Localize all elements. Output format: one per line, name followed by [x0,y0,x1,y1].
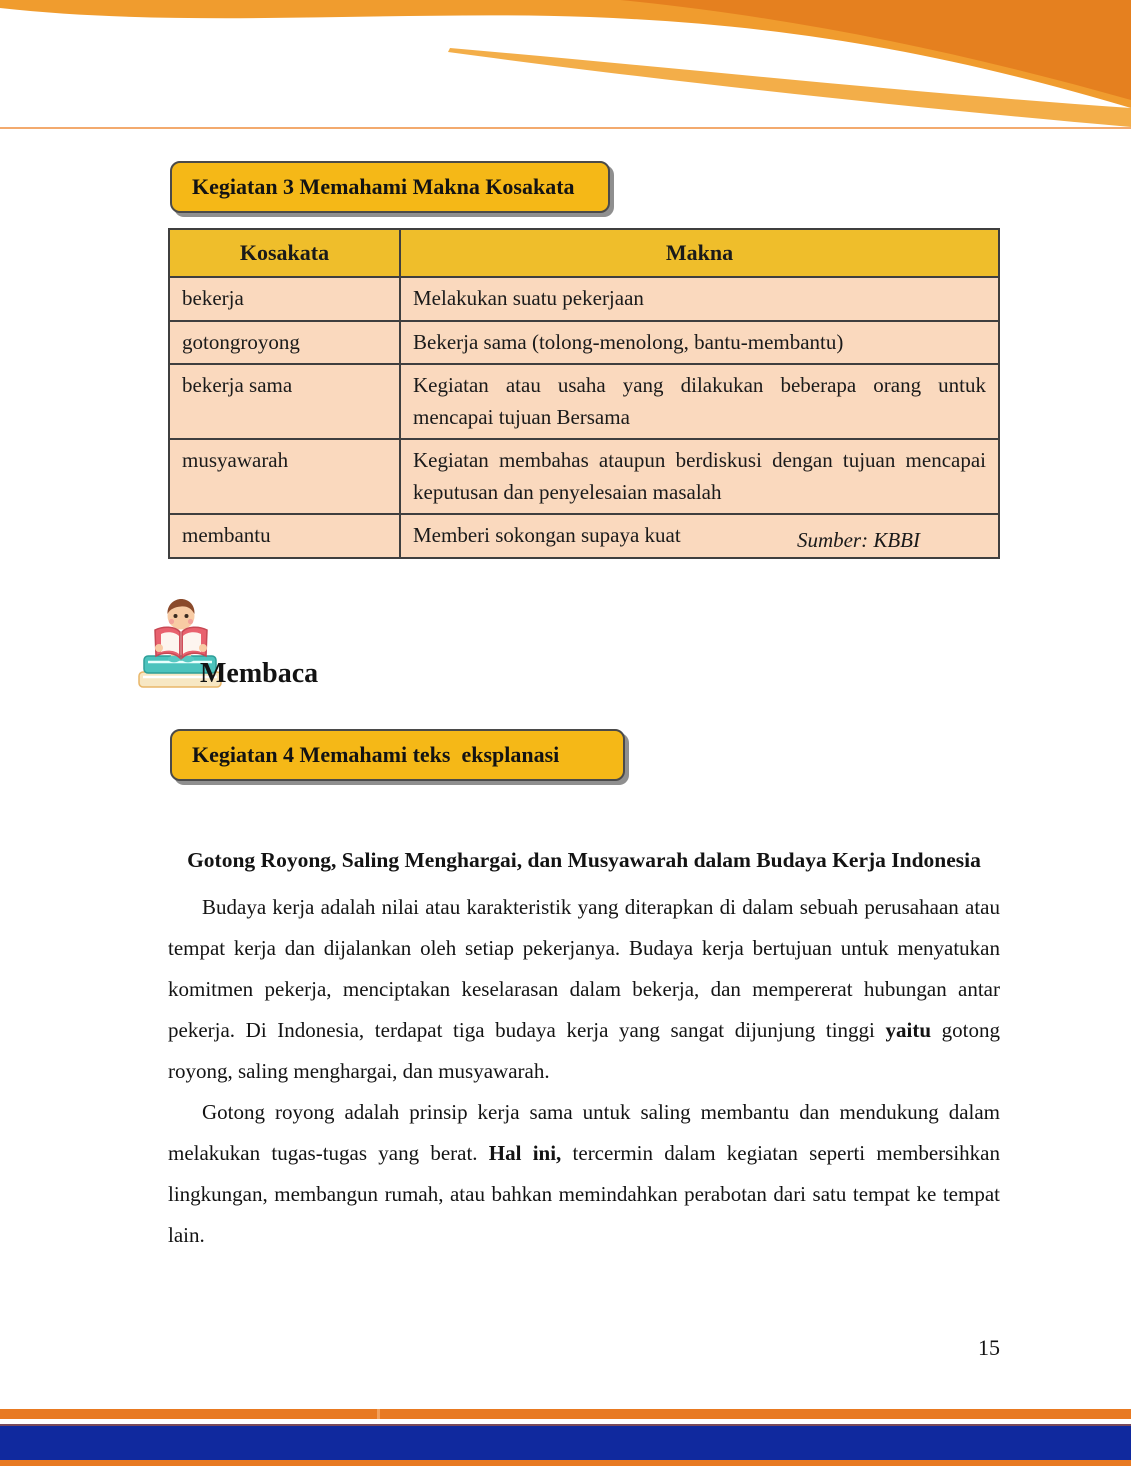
table-header-row [169,229,999,277]
article-title: Gotong Royong, Saling Menghargai, dan Musyawarah dalam Budaya Kerja Indonesia [187,848,981,872]
footer-orange-bar [0,1409,1131,1419]
vocab-meaning-cell: Memberi sokongan supaya kuat [400,514,999,558]
vocab-word-cell: musyawarah [169,439,400,514]
activity-4-label: Kegiatan 4 Memahami teks eksplanasi [192,742,560,767]
activity-3-badge [170,161,610,213]
vocab-table-header [169,229,999,277]
footer-orange-bar-divider [377,1409,380,1419]
vocab-meaning-cell: Bekerja sama (tolong-menolong, bantu-membantu) [400,321,999,365]
table-row [169,439,999,514]
vocab-meaning-cell: Kegiatan atau usaha yang dilakukan beberapa orang untuk mencapai tujuan Bersama [400,364,999,439]
column-header-makna: Makna [400,229,999,277]
vocab-meaning-cell: Melakukan suatu pekerjaan [400,277,999,321]
vocab-word-cell: gotongroyong [169,321,400,365]
activity-4-badge [170,729,625,781]
table-source-note: Sumber: KBBI [796,528,920,552]
footer-bottom-orange-strip [0,1460,1131,1466]
table-row [169,277,999,321]
vocab-table [168,228,1000,559]
article-paragraph: Gotong royong adalah prinsip kerja sama untuk saling membantu dan mendukung dalam melakukan tugas-tugas yang berat. Hal ini, tercermin dalam kegiatan seperti membersihkan lingkungan, membangun rumah, atau bahkan memindahkan perabotan dari satu tempat ke tempat lain. [168,1100,1000,1247]
reading-section-title: Membaca [200,658,319,689]
activity-3-label: Kegiatan 3 Memahami Makna Kosakata [192,174,575,199]
header-divider-line [0,127,1131,129]
vocab-word-cell: membantu [169,514,400,558]
article [168,838,1000,1256]
footer-blue-bar [0,1424,1131,1460]
article-paragraphs [168,887,1000,1256]
table-row [169,364,999,439]
vocab-meaning-cell: Kegiatan membahas ataupun berdiskusi dengan tujuan mencapai keputusan dan penyelesaian masalah [400,439,999,514]
article-paragraph: Budaya kerja adalah nilai atau karakteristik yang diterapkan di dalam sebuah perusahaan atau tempat kerja dan dijalankan oleh setiap pekerjanya. Budaya kerja bertujuan untuk menyatukan komitmen pekerja, menciptakan keselarasan dalam bekerja, dan mempererat hubungan antar pekerja. Di Indonesia, terdapat tiga budaya kerja yang sangat dijunjung tinggi yaitu gotong royong, saling menghargai, dan musyawarah. [168,895,1000,1083]
page-number: 15 [978,1335,1000,1360]
header-swoosh-graphic [0,0,1131,132]
vocab-word-cell: bekerja sama [169,364,400,439]
column-header-kosakata: Kosakata [169,229,400,277]
vocab-word-cell: bekerja [169,277,400,321]
table-row [169,321,999,365]
vocab-table-body [169,277,999,558]
